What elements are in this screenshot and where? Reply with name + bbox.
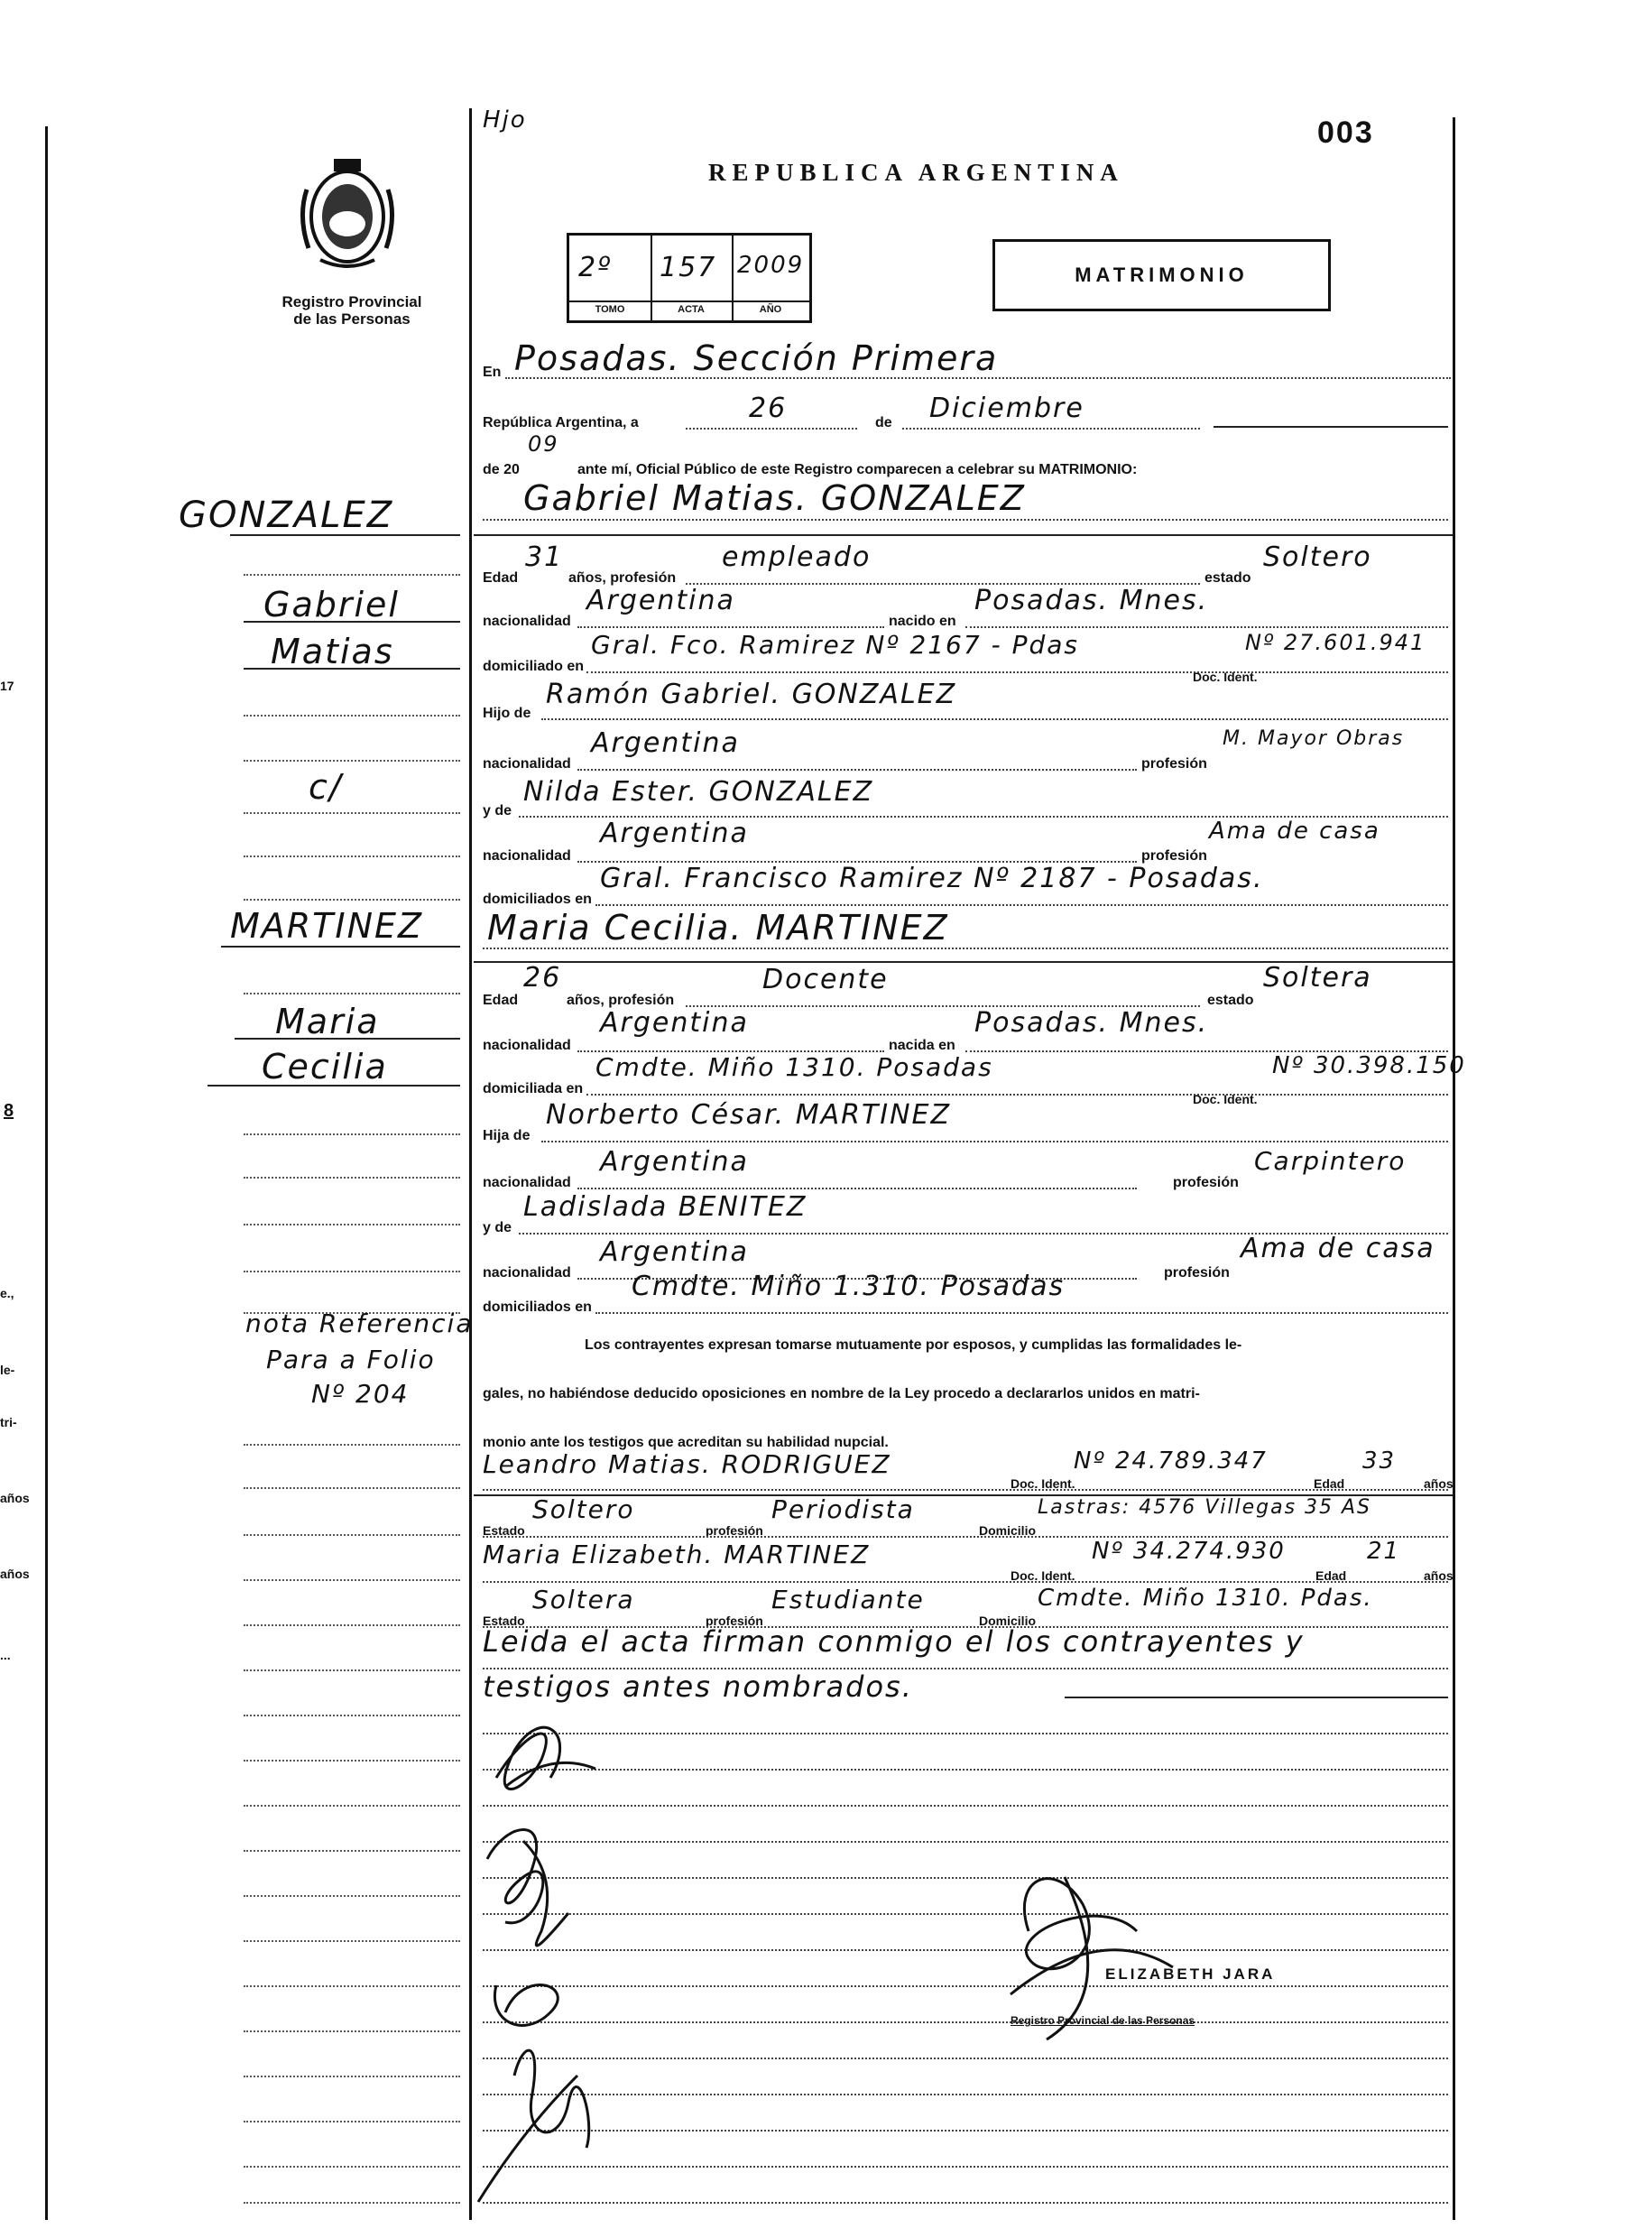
label-estado-short: Estado: [483, 1523, 525, 1538]
value-witness2-name: Maria Elizabeth. MARTINEZ: [483, 1540, 871, 1569]
label-nacido-en: nacido en: [889, 614, 956, 629]
value-witness2-prof: Estudiante: [771, 1585, 925, 1614]
value-bride-status: Soltera: [1263, 962, 1372, 994]
value-bride-parents-addr: Cmdte. Miño 1.310. Posadas: [632, 1271, 1066, 1302]
label-edad: Edad: [1315, 1568, 1347, 1583]
value-bride-profession: Docente: [762, 964, 889, 995]
value-witness1-prof: Periodista: [771, 1494, 915, 1524]
margin-note-1: nota Referencia: [245, 1309, 474, 1338]
margin-surname-2: MARTINEZ: [230, 906, 424, 946]
label-domiciliada-en: domiciliada en: [483, 1081, 584, 1096]
divider-groom: [474, 534, 1453, 536]
line-bride-father-nat: [577, 1188, 1137, 1189]
value-groom-born: Posadas. Mnes.: [974, 585, 1209, 616]
label-nacionalidad: nacionalidad: [483, 756, 571, 772]
act-type-box: [992, 239, 1331, 311]
main-right-border: [1453, 117, 1455, 2220]
line-groom-father: [541, 718, 1448, 720]
initials-mark: Hjo: [483, 106, 527, 134]
label-nacionalidad: nacionalidad: [483, 1175, 571, 1190]
label-profesion: profesión: [1141, 756, 1207, 772]
value-bride-mother-nat: Argentina: [600, 1236, 749, 1268]
prev-page-fragment: años: [0, 1491, 30, 1505]
value-bride-mother-prof: Ama de casa: [1241, 1233, 1435, 1264]
label-y-de: y de: [483, 1220, 512, 1235]
label-nacionalidad: nacionalidad: [483, 1265, 571, 1281]
label-estado: estado: [1204, 570, 1251, 586]
label-edad: Edad: [483, 993, 519, 1008]
line-month: [902, 428, 1200, 430]
value-groom-parents-addr: Gral. Francisco Ramirez Nº 2187 - Posadas.: [600, 863, 1264, 894]
declaration-line-3: monio ante los testigos que acreditan su habilidad nupcial.: [483, 1435, 889, 1450]
margin-note-2: Para a Folio: [266, 1345, 436, 1374]
prev-page-fragment: ...: [0, 1648, 11, 1662]
label-domiciliado-en: domiciliado en: [483, 659, 585, 674]
record-box-rule: [569, 301, 809, 302]
officer-stamp-title: Registro Provincial de las Personas: [1011, 2014, 1195, 2027]
value-month: Diciembre: [929, 393, 1084, 424]
label-doc-ident: Doc. Ident.: [1193, 670, 1258, 684]
line-groom-full: [483, 519, 1448, 521]
signature-witness-1: [494, 1985, 558, 2026]
act-type-label: MATRIMONIO: [1075, 264, 1249, 286]
label-ante-mi: ante mí, Oficial Público de este Registro comparecen a celebrar su MATRIMONIO:: [577, 462, 1138, 477]
seal-emblem-icon: [289, 153, 406, 280]
country-title: REPUBLICA ARGENTINA: [708, 159, 1124, 186]
label-domiciliados-en: domiciliados en: [483, 1299, 592, 1315]
value-groom-father: Ramón Gabriel. GONZALEZ: [546, 679, 957, 710]
value-groom-father-prof: M. Mayor Obras: [1223, 727, 1405, 750]
line-groom-address: [586, 671, 1448, 673]
acta-value: 157: [660, 252, 717, 283]
margin-name-2b: Cecilia: [262, 1047, 388, 1087]
line-witness1: [483, 1489, 1448, 1491]
label-nacida-en: nacida en: [889, 1038, 955, 1053]
line-day: [686, 428, 857, 430]
label-de: de: [875, 415, 892, 430]
prev-page-fragment: 17: [0, 679, 14, 693]
label-edad: Edad: [1314, 1476, 1345, 1491]
tomo-value: 2º: [578, 252, 613, 283]
anio-value: 2009: [737, 252, 805, 279]
value-bride-mother: Ladislada BENITEZ: [523, 1191, 808, 1223]
value-groom-address: Gral. Fco. Ramirez Nº 2167 - Pdas: [591, 630, 1079, 660]
value-bride-father: Norberto César. MARTINEZ: [546, 1099, 952, 1131]
line-witness2: [483, 1581, 1448, 1583]
label-domicilio: Domicilio: [979, 1523, 1037, 1538]
value-groom-status: Soltero: [1263, 541, 1372, 573]
value-groom-mother: Nilda Ester. GONZALEZ: [523, 776, 874, 808]
label-nacionalidad: nacionalidad: [483, 848, 571, 864]
acta-label: ACTA: [678, 304, 705, 315]
label-republica: República Argentina, a: [483, 415, 639, 430]
line-bride-full: [483, 948, 1448, 949]
value-groom-mother-prof: Ama de casa: [1209, 818, 1380, 845]
line-bride-parents-addr: [595, 1312, 1448, 1314]
value-groom-age: 31: [525, 541, 564, 573]
signature-bride: [487, 1830, 568, 1947]
label-doc-ident: Doc. Ident.: [1193, 1092, 1258, 1106]
label-anios: años: [1424, 1568, 1454, 1583]
label-domiciliados-en: domiciliados en: [483, 892, 592, 907]
value-place: Posadas. Sección Primera: [514, 338, 999, 378]
declaration-line-1: Los contrayentes expresan tomarse mutuamente por esposos, y cumplidas las formalidades le-: [585, 1337, 1242, 1353]
label-profesion: profesión: [706, 1614, 763, 1628]
tomo-label: TOMO: [595, 304, 625, 315]
seal-caption: [262, 293, 442, 328]
label-domicilio: Domicilio: [979, 1614, 1037, 1628]
value-bride-born: Posadas. Mnes.: [974, 1007, 1209, 1039]
value-groom-full: Gabriel Matias. GONZALEZ: [523, 478, 1026, 518]
label-doc-ident: Doc. Ident.: [1011, 1568, 1075, 1583]
previous-page-edge: [45, 126, 48, 2220]
label-edad: Edad: [483, 570, 519, 586]
line-bride-address: [586, 1094, 1448, 1096]
seal-caption-line-1: Registro Provincial: [281, 293, 422, 310]
line-groom-nationality: [577, 626, 884, 628]
value-groom-father-nat: Argentina: [591, 727, 740, 759]
prev-page-fragment: 8: [4, 1101, 14, 1121]
label-y-de: y de: [483, 803, 512, 818]
prev-page-fragment: e.,: [0, 1286, 14, 1300]
label-estado: estado: [1207, 993, 1254, 1008]
line-bride-father: [541, 1141, 1448, 1142]
provincial-seal: [289, 153, 406, 280]
value-witness1-status: Soltero: [532, 1494, 635, 1524]
label-profesion: profesión: [1173, 1175, 1239, 1190]
anio-label: AÑO: [759, 304, 782, 315]
margin-connector: c/: [309, 767, 343, 807]
line-groom-born: [965, 626, 1448, 628]
seal-caption-line-2: de las Personas: [293, 310, 411, 328]
value-year: 09: [528, 431, 559, 457]
label-anios-profesion: años, profesión: [567, 993, 675, 1008]
label-hija-de: Hija de: [483, 1128, 531, 1143]
margin-name-1a: Gabriel: [263, 585, 400, 624]
label-estado-short: Estado: [483, 1614, 525, 1628]
value-witness1-age: 33: [1362, 1447, 1397, 1475]
value-closing-2: testigos antes nombrados.: [483, 1669, 913, 1704]
value-witness2-age: 21: [1367, 1538, 1401, 1565]
label-profesion: profesión: [706, 1523, 763, 1538]
prev-page-fragment: años: [0, 1567, 30, 1581]
value-bride-doc: Nº 30.398.150: [1272, 1052, 1466, 1079]
label-profesion: profesión: [1141, 848, 1207, 864]
value-bride-address: Cmdte. Miño 1310. Posadas: [595, 1052, 993, 1082]
value-day: 26: [749, 393, 788, 424]
margin-note-3: Nº 204: [311, 1379, 410, 1409]
value-witness2-addr: Cmdte. Miño 1310. Pdas.: [1038, 1585, 1373, 1612]
label-anios-profesion: años, profesión: [568, 570, 677, 586]
label-doc-ident: Doc. Ident.: [1011, 1476, 1075, 1491]
declaration-line-2: gales, no habiéndose deducido oposiciones en nombre de la Ley procedo a declararlos unidos en matri-: [483, 1386, 1200, 1401]
margin-name-1b: Matias: [271, 632, 394, 671]
signature-groom: [496, 1727, 595, 1789]
label-nacionalidad: nacionalidad: [483, 1038, 571, 1053]
label-profesion: profesión: [1164, 1265, 1230, 1281]
prev-page-fragment: tri-: [0, 1415, 17, 1429]
line-witness1-b: [483, 1536, 1448, 1538]
line-month-extension: [1214, 426, 1448, 428]
label-de20: de 20: [483, 462, 520, 477]
value-bride-full: Maria Cecilia. MARTINEZ: [487, 908, 949, 948]
value-closing-1: Leida el acta firman conmigo el los contrayentes y: [483, 1624, 1305, 1659]
label-hijo-de: Hijo de: [483, 706, 531, 721]
value-groom-profession: empleado: [722, 541, 872, 573]
line-groom-father-nat: [577, 769, 1137, 771]
label-anios: años: [1424, 1476, 1454, 1491]
value-witness1-addr: Lastras: 4576 Villegas 35 AS: [1038, 1496, 1372, 1519]
value-bride-father-prof: Carpintero: [1254, 1146, 1407, 1176]
margin-name-2a: Maria: [275, 1002, 380, 1041]
record-number-box: [567, 233, 812, 323]
value-bride-father-nat: Argentina: [600, 1146, 749, 1178]
signature-witness-2: [478, 2050, 589, 2202]
value-groom-mother-nat: Argentina: [600, 818, 749, 849]
page-number: 003: [1317, 116, 1374, 150]
value-witness1-doc: Nº 24.789.347: [1074, 1447, 1268, 1475]
prev-page-fragment: le-: [0, 1363, 15, 1377]
label-nacionalidad: nacionalidad: [483, 614, 571, 629]
signatures: [469, 1697, 1453, 2220]
line-groom-parents-addr: [595, 904, 1448, 906]
value-bride-nationality: Argentina: [600, 1007, 749, 1039]
label-en: En: [483, 365, 502, 380]
value-witness2-doc: Nº 34.274.930: [1092, 1538, 1286, 1565]
value-groom-doc: Nº 27.601.941: [1245, 630, 1426, 655]
margin-surname-1: GONZALEZ: [179, 495, 394, 536]
value-groom-nationality: Argentina: [586, 585, 735, 616]
officer-stamp-name: ELIZABETH JARA: [1105, 1965, 1276, 1983]
value-bride-age: 26: [523, 962, 562, 994]
value-witness1-name: Leandro Matias. RODRIGUEZ: [483, 1449, 891, 1479]
value-witness2-status: Soltera: [532, 1585, 635, 1614]
